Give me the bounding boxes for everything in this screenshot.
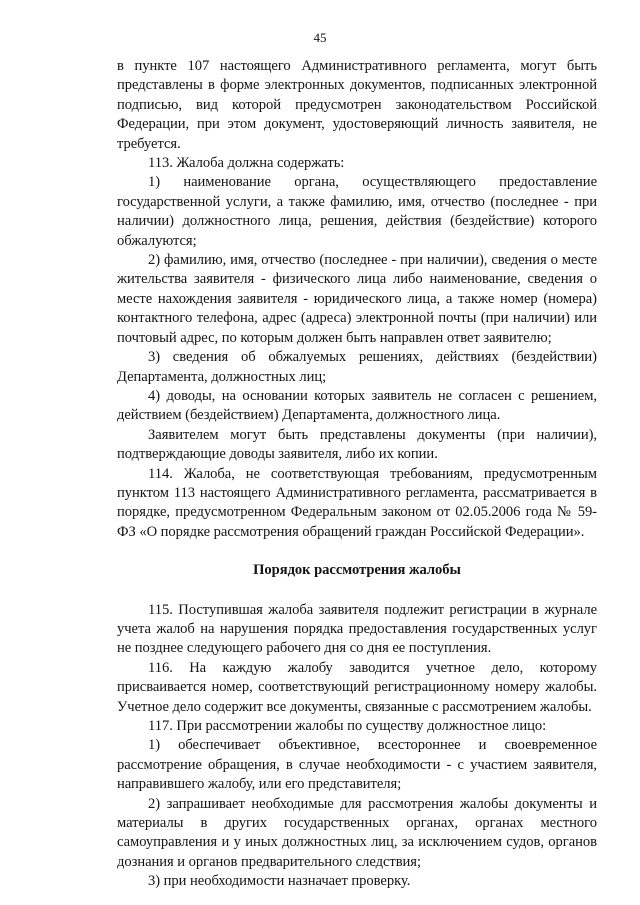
paragraph-117-item-2: 2) запрашивает необходимые для рассмотрения жалобы документы и материалы в других государственных органах, органах местного самоуправления и у иных должностных лиц, за исключением судов, органов дознания и органов предварительного следствия; bbox=[117, 795, 597, 870]
paragraph-115: 115. Поступившая жалоба заявителя подлежит регистрации в журнале учета жалоб на нарушения порядка предоставления государственных услуг не позднее следующего рабочего дня со дня ее поступления. bbox=[117, 601, 597, 657]
page-number: 45 bbox=[313, 30, 327, 45]
paragraph-116: 116. На каждую жалобу заводится учетное дело, которому присваивается номер, соответствующий регистрационному номеру жалобы. Учетное дело содержит все документы, связанные с рассмотрением жалобы. bbox=[117, 659, 597, 715]
paragraph-113-item-2: 2) фамилию, имя, отчество (последнее - при наличии), сведения о месте жительства заявителя - физического лица либо наименование, сведения о месте нахождения заявителя - юридического лица, а также номер (номера) контактного телефона, адрес (адреса) электронной почты (при наличии) или почтовый адрес, по которым должен быть направлен ответ заявителю; bbox=[117, 252, 597, 346]
paragraph-113-documents: Заявителем могут быть представлены документы (при наличии), подтверждающие доводы заявителя, либо их копии. bbox=[117, 426, 597, 463]
paragraph-117-item-3: 3) при необходимости назначает проверку. bbox=[148, 873, 411, 890]
paragraph-113-item-4: 4) доводы, на основании которых заявитель не согласен с решением, действием (бездействием) Департамента, должностного лица. bbox=[117, 387, 597, 424]
section-heading: Порядок рассмотрения жалобы bbox=[253, 562, 461, 579]
document-body bbox=[117, 57, 597, 892]
paragraph-continuation: в пункте 107 настоящего Административного регламента, могут быть представлены в форме электронных документов, подписанных электронной подписью, вид которой предусмотрен законодательством Российской Федерации, при этом документ, удостоверяющий личность заявителя, не требуется. bbox=[117, 58, 597, 152]
paragraph-113: 113. Жалоба должна содержать: bbox=[148, 155, 345, 172]
paragraph-117: 117. При рассмотрении жалобы по существу должностное лицо: bbox=[148, 718, 547, 734]
paragraph-117-item-1: 1) обеспечивает объективное, всестороннее и своевременное рассмотрение обращения, в случае необходимости - с участием заявителя, направившего жалобу, или его представителя; bbox=[117, 737, 597, 793]
paragraph-113-item-1: 1) наименование органа, осуществляющего предоставление государственной услуги, а также фамилию, имя, отчество (последнее - при наличии) должностного лица, решения, действия (бездействие) которого обжалуются; bbox=[117, 174, 597, 249]
paragraph-113-item-3: 3) сведения об обжалуемых решениях, действиях (бездействии) Департамента, должностных лиц; bbox=[117, 349, 597, 385]
paragraph-114: 114. Жалоба, не соответствующая требованиям, предусмотренным пунктом 113 настоящего Административного регламента, рассматривается в порядке, предусмотренном Федеральным законом от 02.05.2006 года № 59-ФЗ «О порядке рассмотрения обращений граждан Российской Федерации». bbox=[117, 465, 597, 540]
